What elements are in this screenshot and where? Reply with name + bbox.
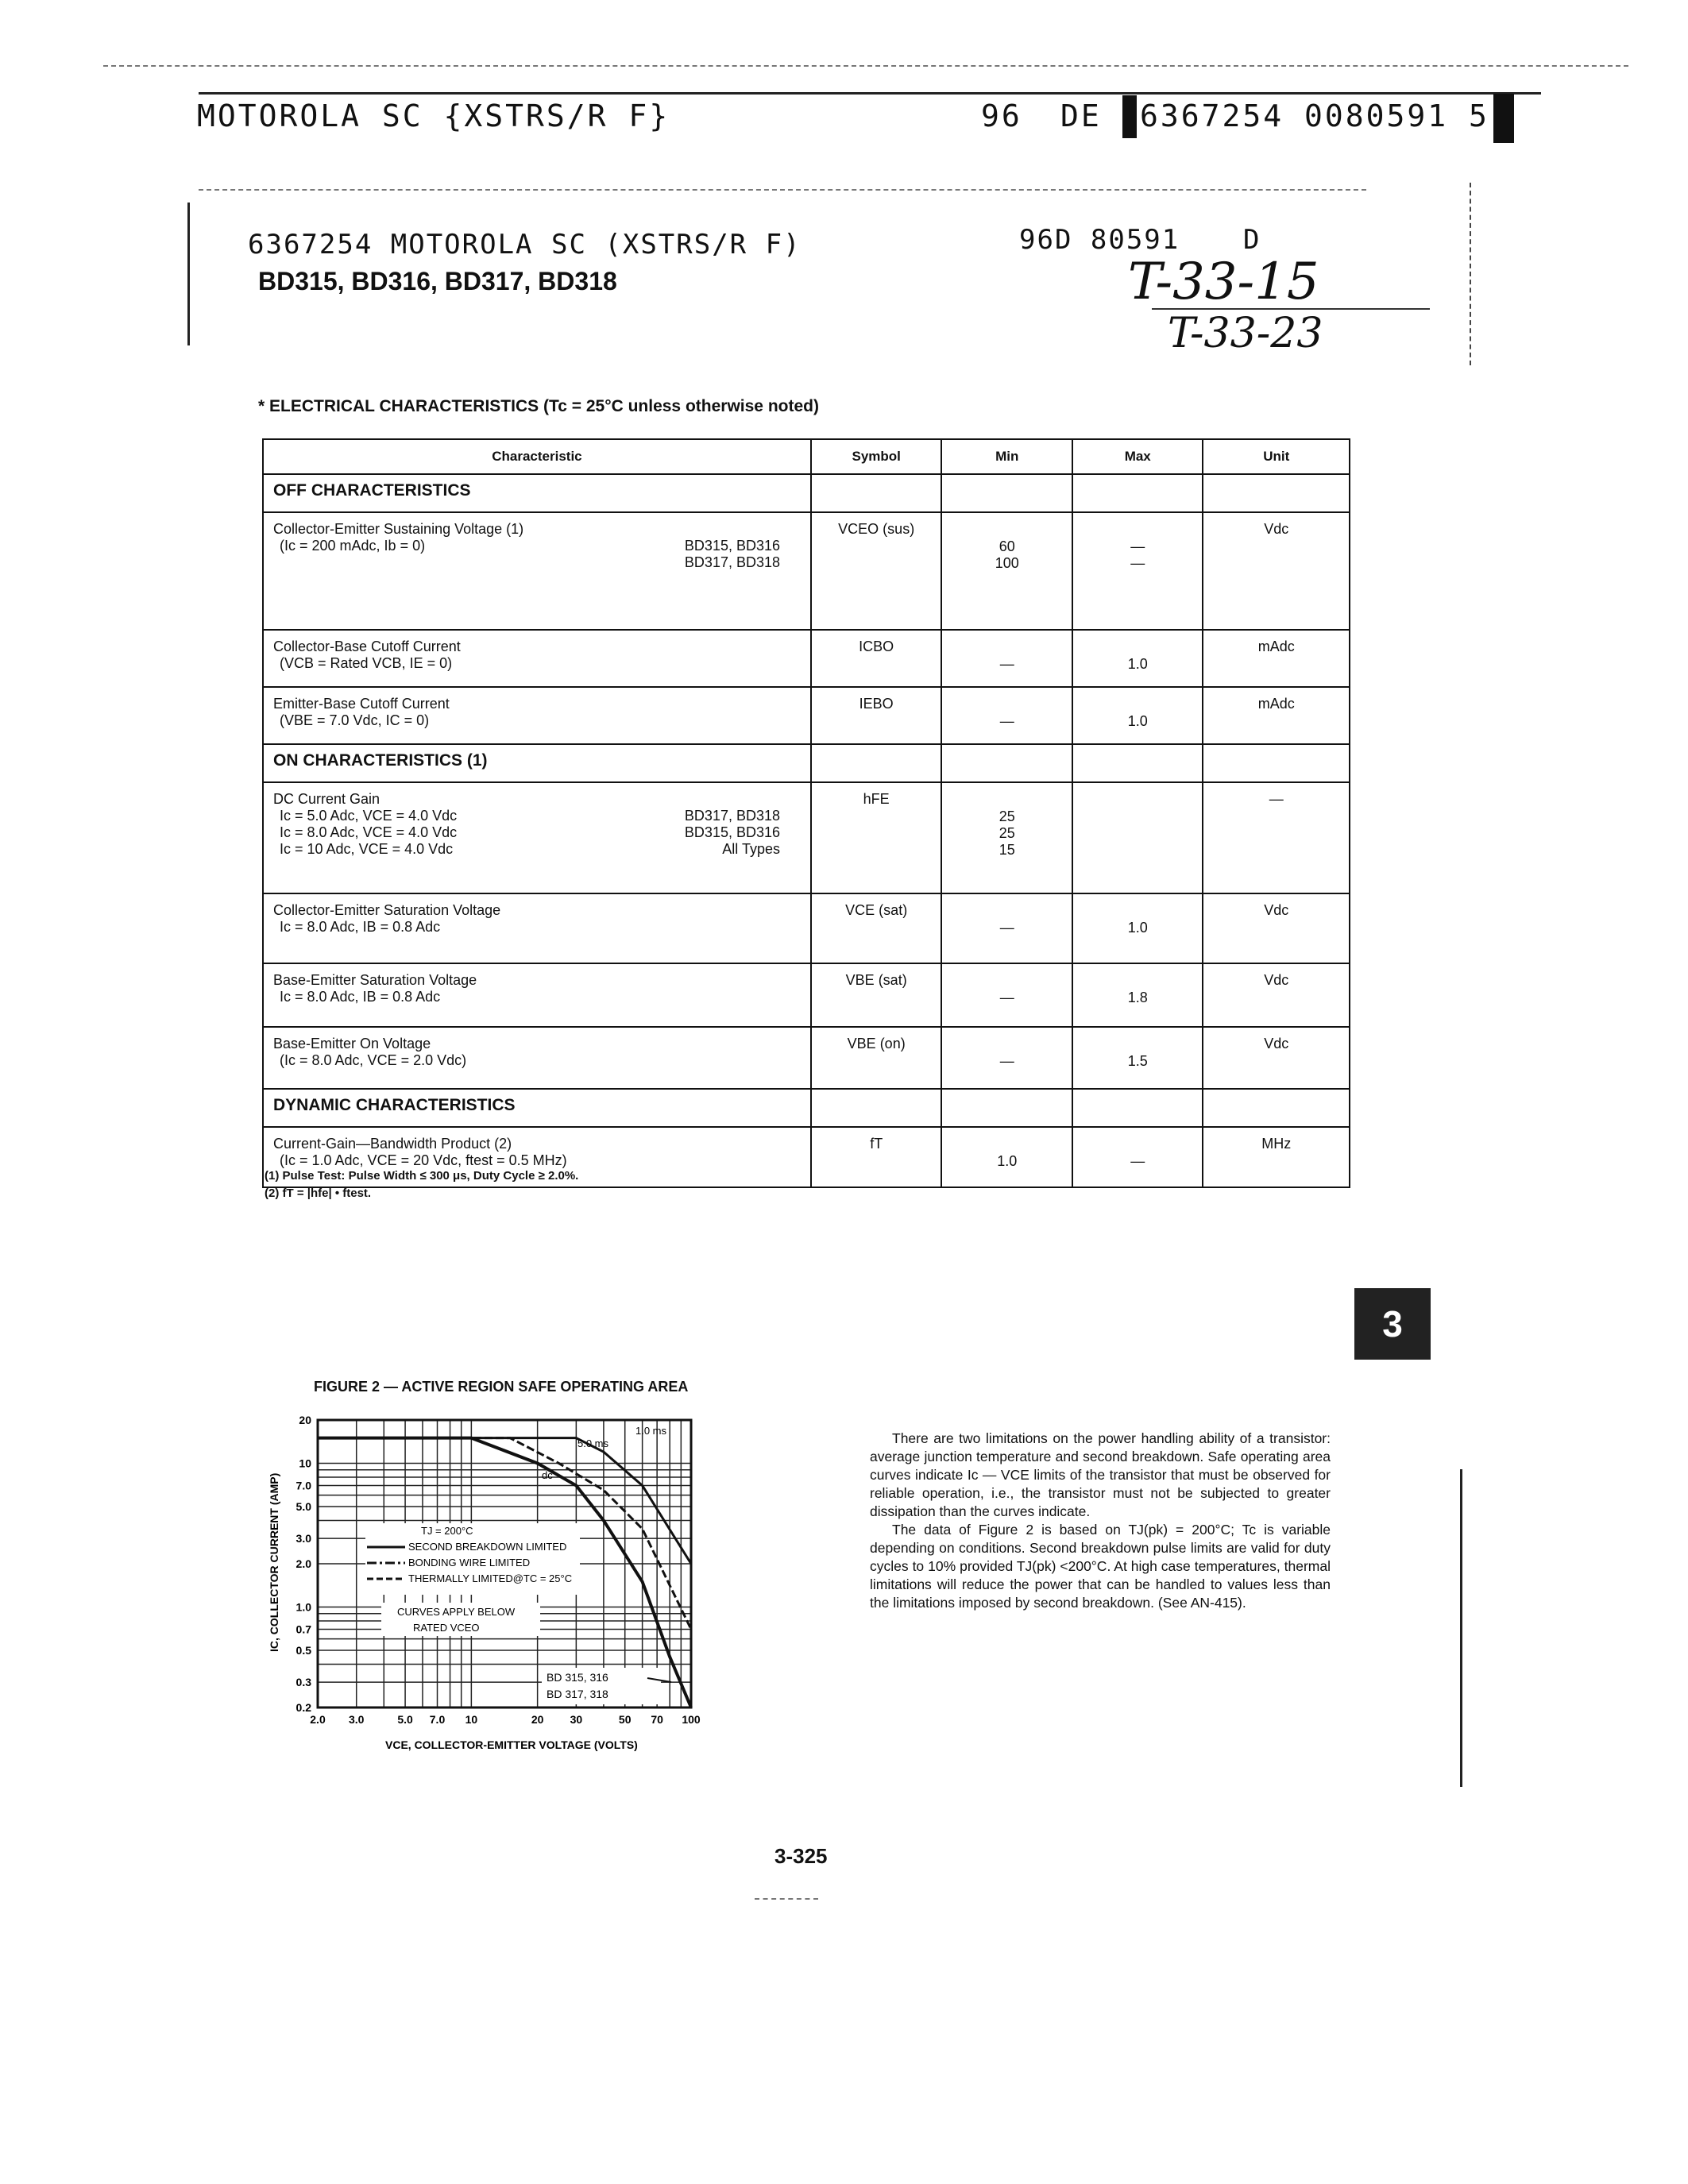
vbesat-unit: Vdc [1203, 963, 1350, 1027]
hfe-symbol: hFE [811, 782, 942, 893]
table-row [263, 512, 1350, 630]
paragraph-2: The data of Figure 2 is based on TJ(pk) = 200°C; Tc is variable depending on conditions. Second breakdown pulse limits are valid for duty cycles to 10% provided TJ(pk) <200°C. At high case temperatures, thermal limitations will reduce the power that can be handled to values less than the limitations imposed by second breakdown. (See AN-415). [870, 1522, 1331, 1611]
icbo-unit: mAdc [1203, 630, 1350, 687]
scan-right-border [1470, 183, 1471, 365]
hfe-cond-1: Ic = 5.0 Adc, VCE = 4.0 Vdc [280, 808, 458, 824]
hfe-min-1: 25 [999, 808, 1015, 824]
ft-min: 1.0 [997, 1153, 1018, 1169]
section-row [263, 474, 1350, 512]
y-tick-label: 2.0 [295, 1557, 311, 1570]
paragraph-1: There are two limitations on the power handling ability of a transistor: average junction temperature and second breakdown. Safe operating area curves indicate Ic — VCE limits of the transistor that must be observed for reliable operation, i.e., the transistor must not be subjected to greater dissipation than the curves indicate. [870, 1430, 1331, 1519]
black-marker-2 [1493, 94, 1514, 143]
scan-header-de: DE [1060, 98, 1102, 133]
vcesat-name: Collector-Emitter Saturation Voltage [273, 902, 501, 918]
col-min: Min [941, 439, 1072, 474]
vceo-type-1: BD315, BD316 [684, 538, 780, 554]
legend-second-breakdown: SECOND BREAKDOWN LIMITED [408, 1541, 567, 1553]
legend-curves-apply: CURVES APPLY BELOW [397, 1606, 516, 1618]
vbesat-min: — [999, 990, 1014, 1005]
chart-ylabel: IC, COLLECTOR CURRENT (AMP) [268, 1472, 280, 1652]
hfe-unit: — [1203, 782, 1350, 893]
vceo-cond: (Ic = 200 mAdc, Ib = 0) [280, 538, 426, 554]
vceo-name: Collector-Emitter Sustaining Voltage (1) [273, 521, 524, 537]
vbesat-cond: Ic = 8.0 Adc, IB = 0.8 Adc [280, 989, 441, 1005]
icbo-cond: (VCB = Rated VCB, IE = 0) [280, 655, 453, 671]
hfe-cond-2: Ic = 8.0 Adc, VCE = 4.0 Vdc [280, 824, 458, 840]
hfe-type-1: BD317, BD318 [684, 808, 780, 824]
col-max: Max [1072, 439, 1203, 474]
vbesat-symbol: VBE (sat) [811, 963, 942, 1027]
scan-artifact-top [103, 65, 1628, 67]
hfe-cond-3: Ic = 10 Adc, VCE = 4.0 Vdc [280, 841, 454, 857]
vbeon-cond: (Ic = 8.0 Adc, VCE = 2.0 Vdc) [280, 1052, 467, 1068]
soa-paragraph [870, 1430, 1331, 1612]
ft-unit: MHz [1203, 1127, 1350, 1187]
subheader-letter: D [1243, 224, 1261, 256]
scan-rule-top [199, 92, 1541, 95]
label-1ms: 1.0 ms [635, 1425, 667, 1437]
vceo-max-1: — [1130, 538, 1145, 554]
section-tab [1354, 1288, 1431, 1360]
ft-max: — [1130, 1153, 1145, 1169]
y-tick-label: 3.0 [295, 1532, 311, 1545]
x-tick-label: 30 [570, 1713, 583, 1726]
handwritten-code-1: T-33-15 [1128, 253, 1319, 311]
section-row [263, 744, 1350, 782]
vbeon-symbol: VBE (on) [811, 1027, 942, 1089]
hfe-type-3: All Types [722, 841, 780, 857]
y-tick-label: 0.2 [295, 1701, 311, 1714]
electrical-title: * ELECTRICAL CHARACTERISTICS (Tc = 25°C unless otherwise noted) [258, 397, 819, 415]
table-header-row [263, 439, 1350, 474]
icbo-symbol: ICBO [811, 630, 942, 687]
x-tick-label: 100 [682, 1713, 701, 1726]
y-tick-label: 10 [299, 1457, 311, 1470]
col-characteristic: Characteristic [263, 439, 811, 474]
vceo-symbol: VCEO (sus) [811, 512, 942, 630]
electrical-table [262, 438, 1350, 1188]
hfe-min-2: 25 [999, 825, 1015, 841]
scan-header-left: MOTOROLA SC {XSTRS/R F} [197, 98, 670, 133]
hfe-max [1072, 782, 1203, 893]
series-label-2: BD 317, 318 [547, 1688, 608, 1700]
vcesat-min: — [999, 920, 1014, 936]
x-tick-label: 20 [531, 1713, 544, 1726]
vceo-min-1: 60 [999, 538, 1015, 554]
scan-left-border [187, 203, 190, 345]
icbo-min: — [999, 656, 1014, 672]
subheader-code: 96D 80591 [1019, 224, 1180, 256]
iebo-min: — [999, 713, 1014, 729]
figure-title: FIGURE 2 — ACTIVE REGION SAFE OPERATING AREA [314, 1379, 689, 1395]
y-tick-label: 0.3 [295, 1676, 311, 1689]
scan-header-number: 6367254 0080591 5 [1140, 98, 1489, 133]
vcesat-symbol: VCE (sat) [811, 893, 942, 963]
x-tick-label: 70 [651, 1713, 663, 1726]
vceo-max-2: — [1130, 555, 1145, 571]
footnote-2: (2) fT = |hfe| • ftest. [265, 1187, 372, 1200]
vcesat-cond: Ic = 8.0 Adc, IB = 0.8 Adc [280, 919, 441, 935]
y-tick-label: 20 [299, 1414, 311, 1426]
y-tick-label: 7.0 [295, 1479, 311, 1492]
x-tick-label: 50 [618, 1713, 632, 1726]
vbesat-name: Base-Emitter Saturation Voltage [273, 972, 477, 988]
legend-tj: TJ = 200°C [421, 1525, 473, 1537]
ft-cond: (Ic = 1.0 Adc, VCE = 20 Vdc, ftest = 0.5 MHz) [280, 1152, 567, 1168]
vbeon-min: — [999, 1053, 1014, 1069]
col-symbol: Symbol [811, 439, 942, 474]
vceo-unit: Vdc [1203, 512, 1350, 630]
legend-thermal: THERMALLY LIMITED@TC = 25°C [408, 1572, 573, 1584]
y-tick-label: 5.0 [295, 1499, 311, 1513]
x-tick-label: 10 [465, 1713, 478, 1726]
table-row [263, 782, 1350, 893]
vbeon-max: 1.5 [1127, 1053, 1148, 1069]
iebo-cond: (VBE = 7.0 Vdc, IC = 0) [280, 712, 430, 728]
iebo-unit: mAdc [1203, 687, 1350, 744]
table-row [263, 1027, 1350, 1089]
series-label-1: BD 315, 316 [547, 1671, 608, 1684]
subheader-line: 6367254 MOTOROLA SC (XSTRS/R F) [248, 229, 802, 260]
table-row [263, 893, 1350, 963]
black-marker-1 [1122, 95, 1137, 138]
handwritten-code-2: T-33-23 [1168, 310, 1323, 357]
section-dynamic: DYNAMIC CHARACTERISTICS [263, 1089, 811, 1127]
icbo-max: 1.0 [1127, 656, 1148, 672]
scan-artifact-mid [199, 189, 1366, 191]
vbeon-name: Base-Emitter On Voltage [273, 1036, 431, 1051]
iebo-symbol: IEBO [811, 687, 942, 744]
legend-rated-vceo: RATED VCEO [413, 1622, 480, 1634]
vceo-type-2: BD317, BD318 [684, 554, 780, 570]
label-dc: dc [542, 1469, 553, 1481]
table-row [263, 687, 1350, 744]
icbo-name: Collector-Base Cutoff Current [273, 639, 461, 654]
x-tick-label: 7.0 [429, 1713, 446, 1726]
page-number: 3-325 [774, 1844, 828, 1868]
vcesat-max: 1.0 [1127, 920, 1148, 936]
y-tick-label: 0.5 [295, 1643, 311, 1657]
right-margin-line [1460, 1469, 1462, 1787]
section-on: ON CHARACTERISTICS (1) [263, 744, 811, 782]
scan-artifact-bottom [755, 1898, 818, 1900]
hfe-name: DC Current Gain [273, 791, 380, 807]
section-row [263, 1089, 1350, 1127]
table-row [263, 963, 1350, 1027]
part-numbers: BD315, BD316, BD317, BD318 [258, 267, 617, 295]
y-tick-label: 0.7 [295, 1623, 311, 1636]
label-5ms: 5.0 ms [577, 1437, 609, 1449]
x-tick-label: 3.0 [348, 1713, 365, 1726]
x-tick-label: 5.0 [397, 1713, 413, 1726]
ft-name: Current-Gain—Bandwidth Product (2) [273, 1136, 512, 1152]
col-unit: Unit [1203, 439, 1350, 474]
ft-symbol: fT [811, 1127, 942, 1187]
footnote-1: (1) Pulse Test: Pulse Width ≤ 300 μs, Duty Cycle ≥ 2.0%. [265, 1169, 579, 1183]
iebo-max: 1.0 [1127, 713, 1148, 729]
vbeon-unit: Vdc [1203, 1027, 1350, 1089]
vcesat-unit: Vdc [1203, 893, 1350, 963]
section-tab-number: 3 [1382, 1303, 1403, 1345]
y-tick-label: 1.0 [295, 1600, 311, 1614]
section-off: OFF CHARACTERISTICS [263, 474, 811, 512]
soa-chart [262, 1406, 707, 1763]
iebo-name: Emitter-Base Cutoff Current [273, 696, 450, 712]
table-row [263, 630, 1350, 687]
vceo-min-2: 100 [995, 555, 1019, 571]
chart-xlabel: VCE, COLLECTOR-EMITTER VOLTAGE (VOLTS) [385, 1738, 638, 1751]
legend-bonding-wire: BONDING WIRE LIMITED [408, 1557, 531, 1569]
x-tick-label: 2.0 [310, 1713, 326, 1726]
hfe-type-2: BD315, BD316 [684, 824, 780, 840]
scan-header-code: 96 [981, 98, 1022, 133]
vbesat-max: 1.8 [1127, 990, 1148, 1005]
hfe-min-3: 15 [999, 842, 1015, 858]
